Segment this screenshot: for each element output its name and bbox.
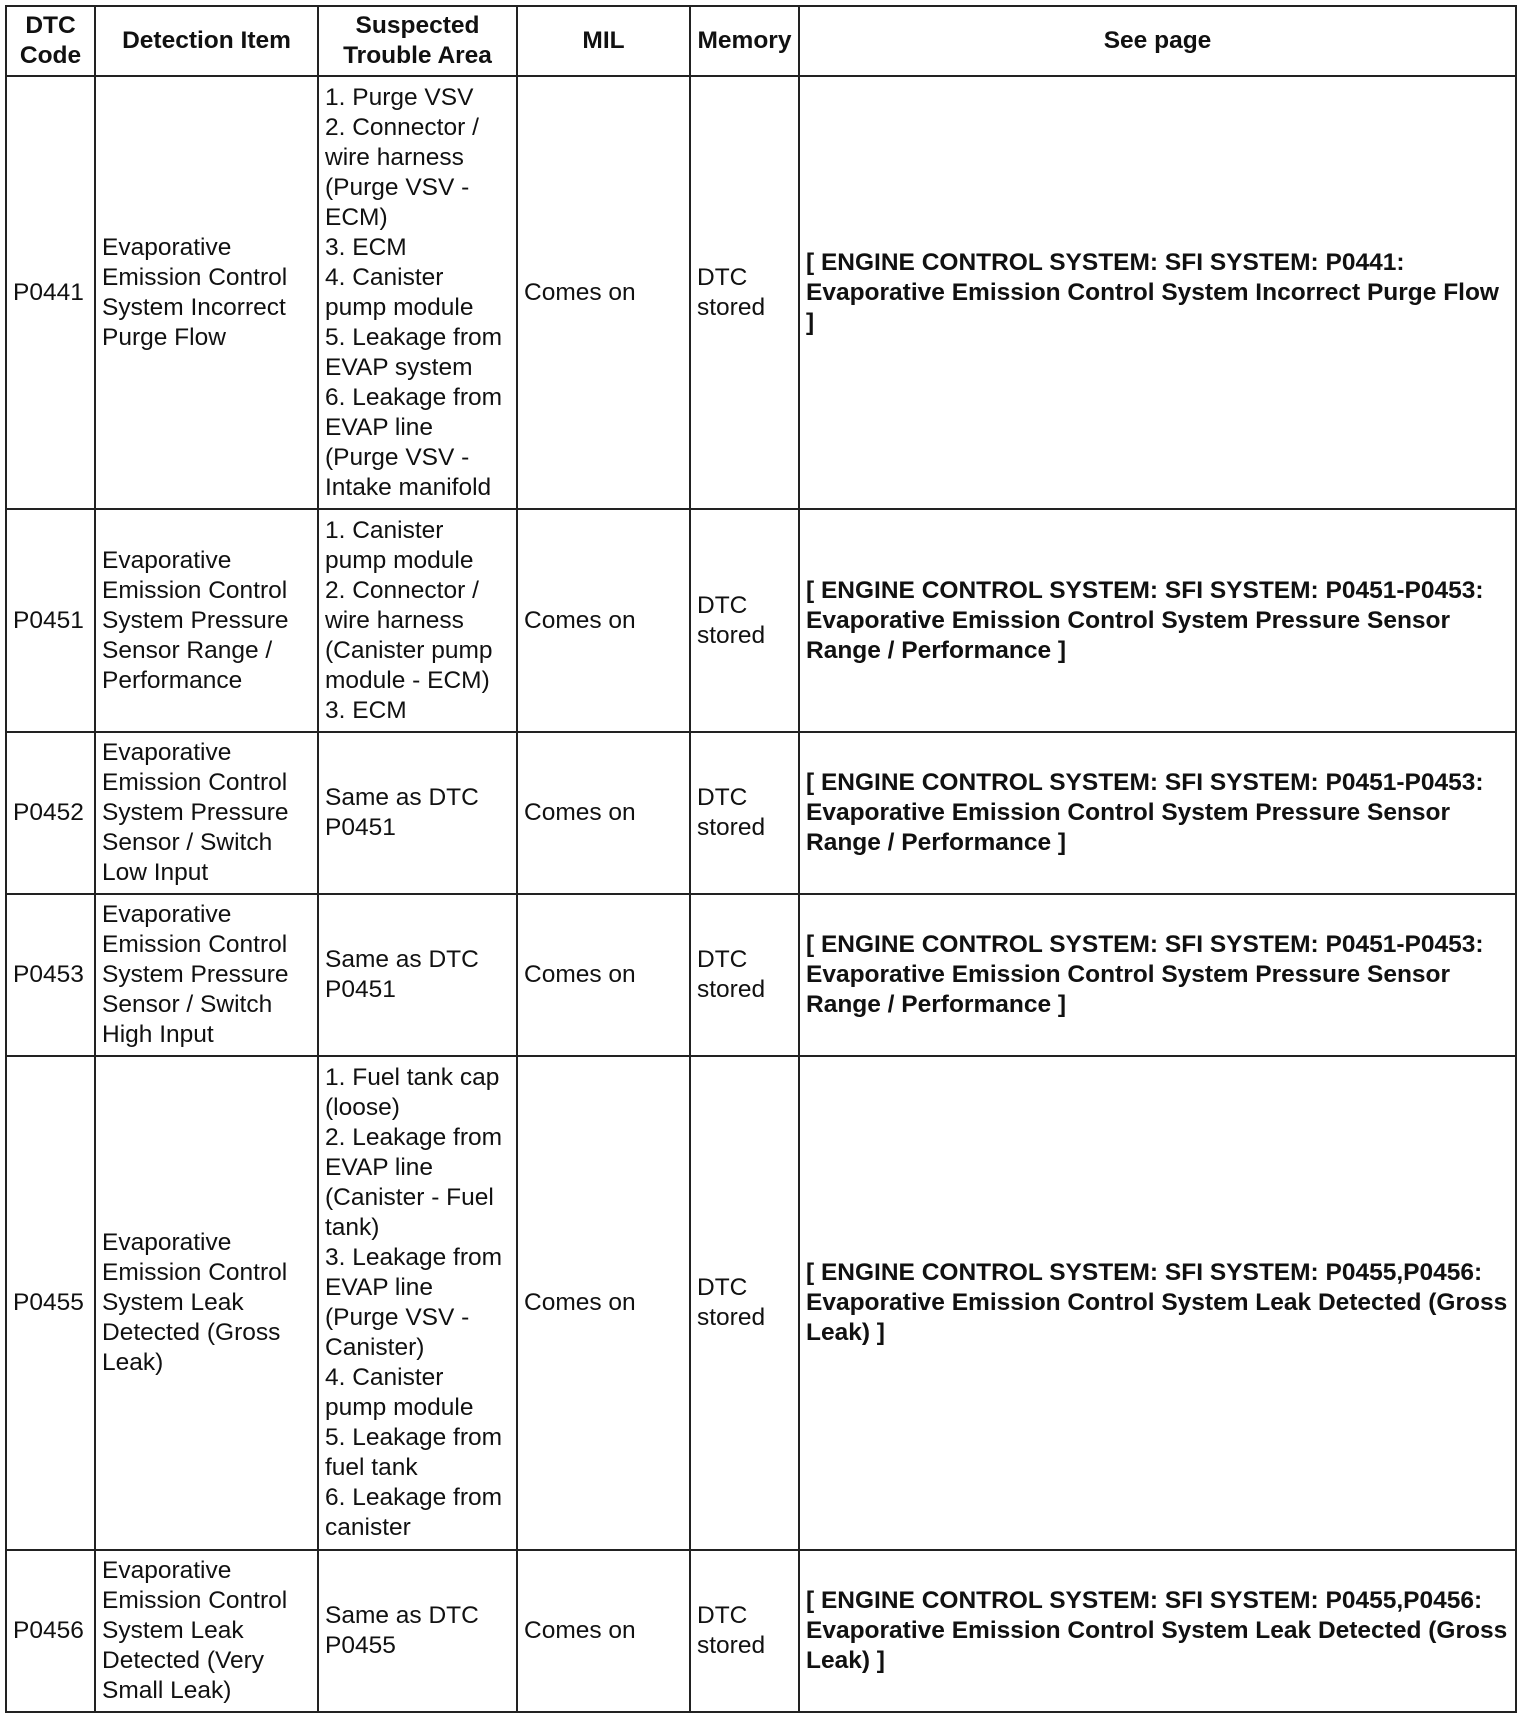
suspected-trouble-cell xyxy=(318,1550,517,1712)
memory-cell: DTC stored xyxy=(690,732,799,894)
trouble-area-item: 1. Canister pump module xyxy=(325,516,474,574)
table-row xyxy=(6,1056,1516,1550)
trouble-area-item: 4. Canister pump module xyxy=(325,263,474,321)
header-code: DTC Code xyxy=(6,6,95,76)
suspected-trouble-cell xyxy=(318,732,517,894)
see-page-link: [ ENGINE CONTROL SYSTEM: SFI SYSTEM: P0441: Evaporative Emission Control System Incorrect Purge Flow ] xyxy=(799,76,1516,509)
trouble-area-item: 3. ECM xyxy=(325,233,407,261)
header-detection-item: Detection Item xyxy=(95,6,318,76)
mil-cell: Comes on xyxy=(517,1056,690,1550)
dtc-table xyxy=(5,5,1517,1713)
detection-item-cell: Evaporative Emission Control System Leak Detected (Very Small Leak) xyxy=(95,1550,318,1712)
see-page-link: [ ENGINE CONTROL SYSTEM: SFI SYSTEM: P0455,P0456: Evaporative Emission Control System Leak Detected (Gross Leak) ] xyxy=(799,1056,1516,1550)
see-page-link: [ ENGINE CONTROL SYSTEM: SFI SYSTEM: P0451-P0453: Evaporative Emission Control System Pressure Sensor Range / Performance ] xyxy=(799,732,1516,894)
header-see-page: See page xyxy=(799,6,1516,76)
dtc-code-cell: P0455 xyxy=(6,1056,95,1550)
detection-item-cell: Evaporative Emission Control System Pressure Sensor Range / Performance xyxy=(95,509,318,732)
table-row xyxy=(6,1550,1516,1712)
suspected-trouble-cell xyxy=(318,509,517,732)
detection-item-cell: Evaporative Emission Control System Leak Detected (Gross Leak) xyxy=(95,1056,318,1550)
trouble-area-item: 6. Leakage from canister xyxy=(325,1484,503,1541)
memory-cell: DTC stored xyxy=(690,894,799,1056)
trouble-area-item: 4. Canister pump module xyxy=(325,1364,474,1421)
header-memory: Memory xyxy=(690,6,799,76)
trouble-area-item: Same as DTC P0451 xyxy=(325,784,479,841)
trouble-area-item: Same as DTC P0451 xyxy=(325,946,479,1003)
dtc-code-cell: P0441 xyxy=(6,76,95,509)
trouble-area-item: 5. Leakage from fuel tank xyxy=(325,1424,503,1481)
mil-cell: Comes on xyxy=(517,732,690,894)
see-page-link: [ ENGINE CONTROL SYSTEM: SFI SYSTEM: P0451-P0453: Evaporative Emission Control System Pressure Sensor Range / Performance ] xyxy=(799,894,1516,1056)
header-row xyxy=(6,6,1516,76)
suspected-trouble-cell xyxy=(318,76,517,509)
dtc-code-cell: P0453 xyxy=(6,894,95,1056)
see-page-link: [ ENGINE CONTROL SYSTEM: SFI SYSTEM: P0455,P0456: Evaporative Emission Control System Leak Detected (Gross Leak) ] xyxy=(799,1550,1516,1712)
dtc-code-cell: P0456 xyxy=(6,1550,95,1712)
detection-item-cell: Evaporative Emission Control System Pressure Sensor / Switch Low Input xyxy=(95,732,318,894)
trouble-area-item: 3. Leakage from EVAP line (Purge VSV - Canister) xyxy=(325,1244,503,1361)
mil-cell: Comes on xyxy=(517,894,690,1056)
detection-item-cell: Evaporative Emission Control System Incorrect Purge Flow xyxy=(95,76,318,509)
dtc-code-cell: P0451 xyxy=(6,509,95,732)
trouble-area-item: 2. Connector / wire harness (Canister pump module - ECM) xyxy=(325,576,493,694)
suspected-trouble-cell xyxy=(318,894,517,1056)
memory-cell: DTC stored xyxy=(690,76,799,509)
memory-cell: DTC stored xyxy=(690,1550,799,1712)
table-row xyxy=(6,509,1516,732)
trouble-area-item: Same as DTC P0455 xyxy=(325,1602,479,1659)
mil-cell: Comes on xyxy=(517,509,690,732)
table-row xyxy=(6,894,1516,1056)
trouble-area-item: 1. Fuel tank cap (loose) xyxy=(325,1064,500,1121)
see-page-link: [ ENGINE CONTROL SYSTEM: SFI SYSTEM: P0451-P0453: Evaporative Emission Control System Pressure Sensor Range / Performance ] xyxy=(799,509,1516,732)
trouble-area-item: 2. Leakage from EVAP line (Canister - Fuel tank) xyxy=(325,1124,503,1241)
table-row xyxy=(6,76,1516,509)
trouble-area-item: 5. Leakage from EVAP system xyxy=(325,323,503,381)
header-mil: MIL xyxy=(517,6,690,76)
trouble-area-item: 1. Purge VSV xyxy=(325,83,474,111)
trouble-area-item: 2. Connector / wire harness (Purge VSV - ECM) xyxy=(325,113,479,231)
table-row xyxy=(6,732,1516,894)
dtc-code-cell: P0452 xyxy=(6,732,95,894)
suspected-trouble-cell xyxy=(318,1056,517,1550)
mil-cell: Comes on xyxy=(517,76,690,509)
trouble-area-item: 6. Leakage from EVAP line (Purge VSV - Intake manifold xyxy=(325,383,503,501)
header-suspected-trouble-area: Suspected Trouble Area xyxy=(318,6,517,76)
mil-cell: Comes on xyxy=(517,1550,690,1712)
memory-cell: DTC stored xyxy=(690,509,799,732)
memory-cell: DTC stored xyxy=(690,1056,799,1550)
detection-item-cell: Evaporative Emission Control System Pressure Sensor / Switch High Input xyxy=(95,894,318,1056)
trouble-area-item: 3. ECM xyxy=(325,696,407,724)
